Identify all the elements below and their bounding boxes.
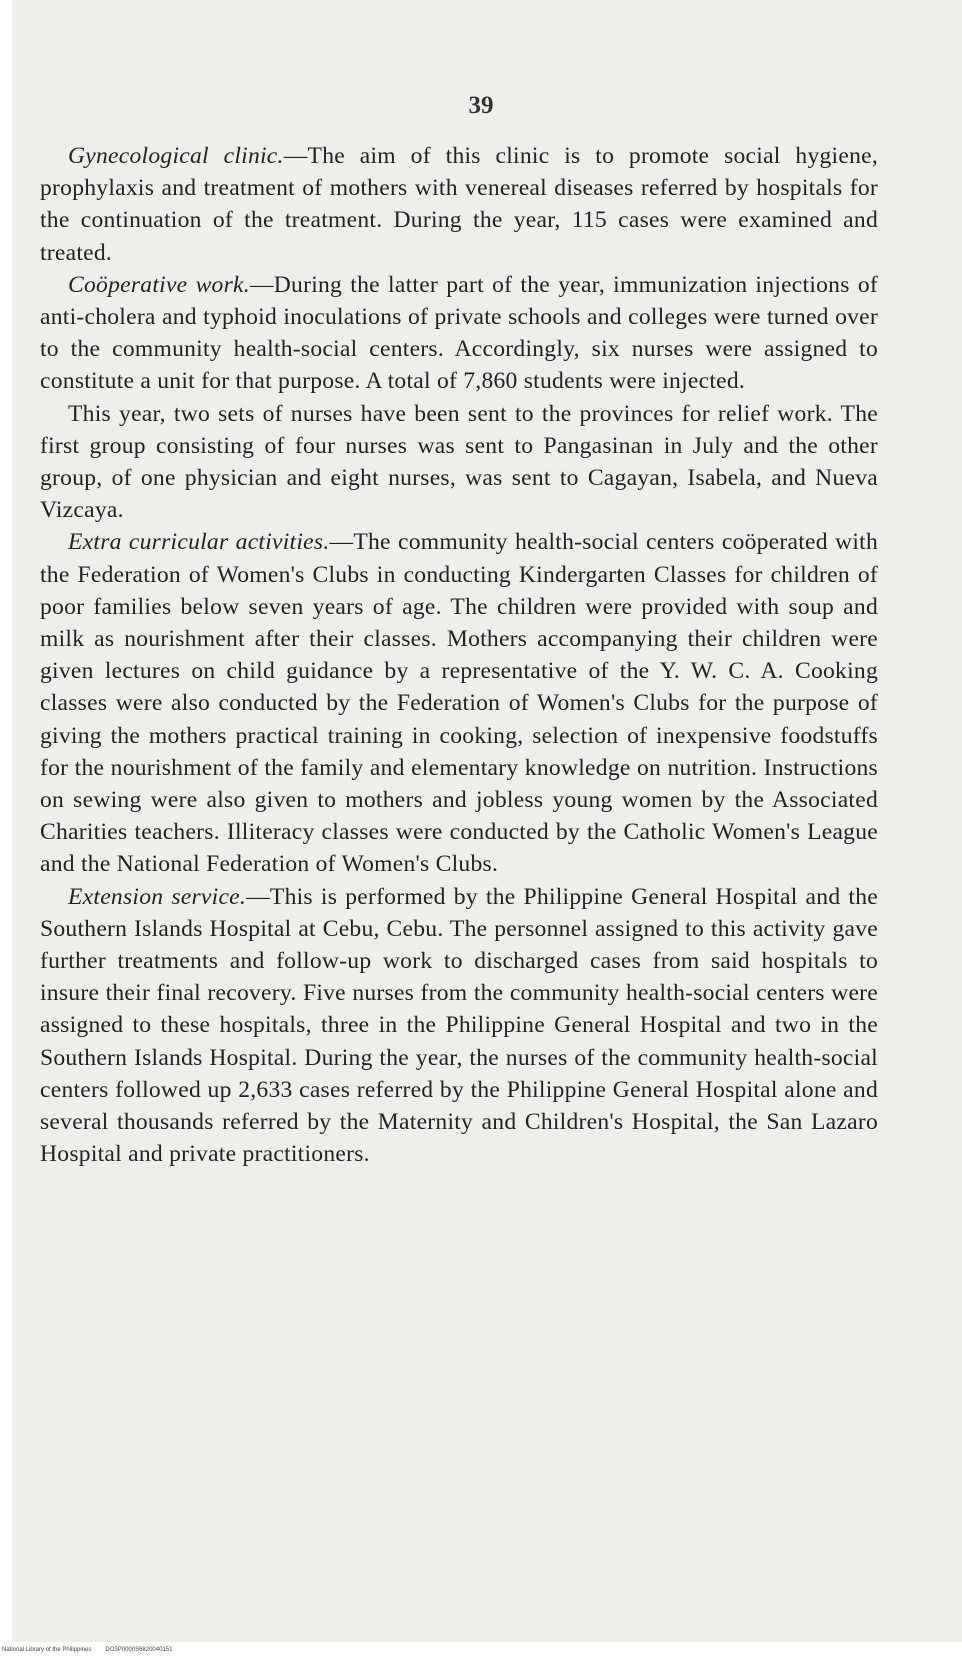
paragraph-text: —This is performed by the Philippine General Hospital and the Southern Islands Hospital at Cebu, Cebu. The personnel assigned to this activity gave further treatments and follow-up work to discharged cases from said hospitals to insure their final recovery. Five nurses from the community health-social centers were assigned to these hospitals, three in the Philippine General Hospital and two in the Southern Islands Hospital. During the year, the nurses of the community health-social centers followed up 2,633 cases referred by the Philippine General Hospital alone and several thousands referred by the Maternity and Children's Hospital, the San Lazaro Hospital and private practitioners. — [40, 883, 878, 1168]
paragraph-text: —The aim of this clinic is to promote social hygiene, prophylaxis and treatment of mothers with venereal diseases referred by hospitals for the continuation of the treatment. During the year, 115 cases were examined and treated. — [40, 143, 878, 266]
paragraph-cooperative-work — [40, 269, 878, 398]
footer-code: DO3P0000S6820040151 — [105, 1647, 173, 1653]
paragraph-relief-work — [40, 398, 878, 527]
paragraph-extension-service — [40, 881, 878, 1171]
scan-footer — [2, 1646, 172, 1654]
body-text — [40, 140, 878, 1171]
paragraph-heading: Gynecological clinic. — [68, 143, 284, 169]
paragraph-heading: Extension service. — [68, 883, 247, 910]
paragraph-text: —The community health-social centers coöperated with the Federation of Women's Clubs in conducting Kindergarten Classes for children of poor families below seven years of age. The children were provided with soup and milk as nourishment after their classes. Mothers accompanying their children were given lectures on child guidance by a representative of the Y. W. C. A. Cooking classes were also conducted by the Federation of Women's Clubs for the purpose of giving the mothers practical training in cooking, selection of inexpensive foodstuffs for the nourishment of the family and elementary knowledge on nutrition. Instructions on sewing were also given to mothers and jobless young women by the Associated Charities teachers. Illiteracy classes were conducted by the Catholic Women's League and the National Federation of Women's Clubs. — [40, 529, 878, 878]
paragraph-heading: Coöperative work. — [68, 271, 250, 298]
paragraph-heading: Extra curricular activities. — [68, 529, 330, 556]
footer-library: National Library of the Philippines — [2, 1647, 92, 1653]
paragraph-text: This year, two sets of nurses have been sent to the provinces for relief work. The first group consisting of four nurses was sent to Pangasinan in July and the other group, of one physician and eight nurses, was sent to Cagayan, Isabela, and Nueva Vizcaya. — [40, 400, 878, 524]
paragraph-gynecological-clinic — [40, 140, 878, 269]
paragraph-extra-curricular-activities — [40, 526, 878, 880]
page-number: 39 — [468, 92, 494, 119]
paragraph-text: —During the latter part of the year, immunization injections of anti-cholera and typhoid inoculations of private schools and colleges were turned over to the community health-social centers. Accordingly, six nurses were assigned to constitute a unit for that purpose. A total of 7,860 students were injected. — [40, 271, 879, 395]
